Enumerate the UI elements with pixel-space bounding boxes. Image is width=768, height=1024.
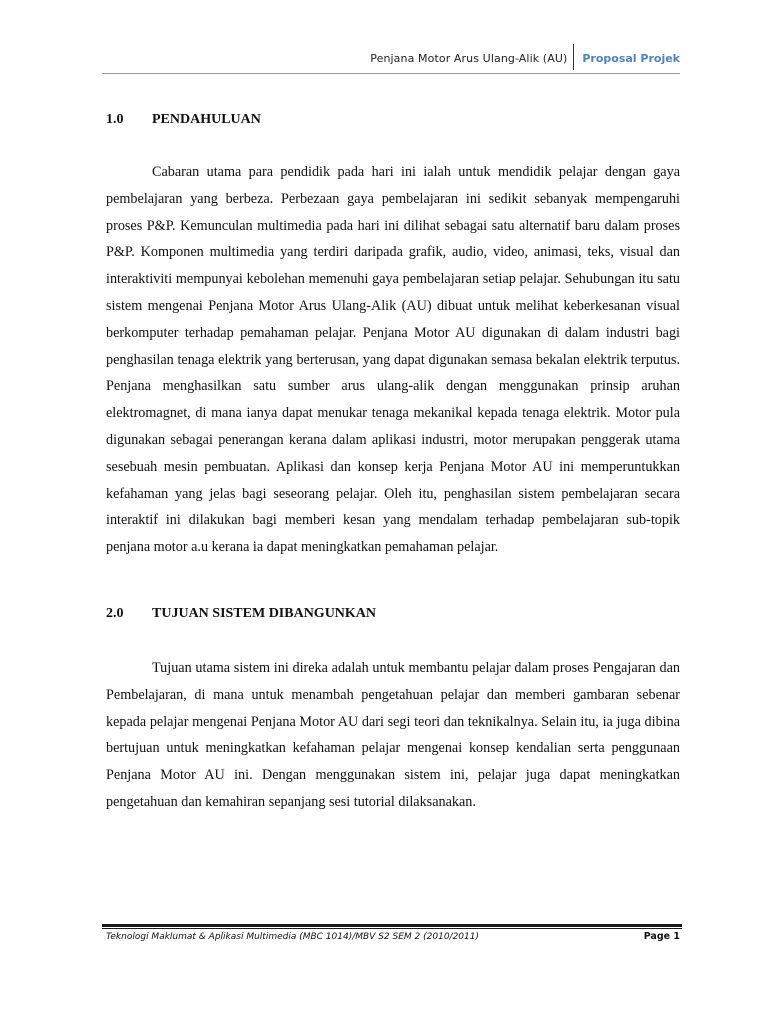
section-heading-2: [106, 602, 680, 626]
section-title: PENDAHULUAN: [152, 112, 261, 127]
page-content: [106, 108, 680, 816]
footer-page-number: Page 1: [643, 931, 680, 942]
section-heading-1: [106, 108, 680, 132]
header-document-title: Penjana Motor Arus Ulang-Alik (AU): [370, 52, 568, 65]
section-number: 1.0: [106, 112, 124, 127]
section-title: TUJUAN SISTEM DIBANGUNKAN: [152, 605, 377, 621]
footer-rule-thick: [102, 924, 682, 927]
section-paragraph-1: Cabaran utama para pendidik pada hari ini ialah untuk mendidik pelajar dengan gaya pembelajaran yang berbeza. Perbezaan gaya pembelajaran ini sedikit sebanyak mempengaruhi proses P&P. Kemunculan multimedia pada hari ini dilihat sebagai satu alternatif baru dalam proses P&P. Komponen multimedia yang terdiri daripada grafik, audio, video, animasi, teks, visual dan interaktiviti mempunyai kebolehan memenuhi gaya pembelajaran setiap pelajar. Sehubungan itu satu sistem mengenai Penjana Motor Arus Ulang-Alik (AU) dibuat untuk melihat keberkesanan visual berkomputer terhadap pemahaman pelajar. Penjana Motor AU digunakan di dalam industri bagi penghasilan tenaga elektrik yang berterusan, yang dapat digunakan semasa bekalan elektrik terputus. Penjana menghasilkan satu sumber arus ulang-alik dengan menggunakan prinsip aruhan elektromagnet, di mana ianya dapat menukar tenaga mekanikal kepada tenaga elektrik. Motor pula digunakan sebagai penerangan kerana dalam aplikasi industri, motor merupakan penggerak utama sesebuah mesin pembuatan. Aplikasi dan konsep kerja Penjana Motor AU ini memperuntukkan kefahaman yang jelas bagi seseorang pelajar. Oleh itu, penghasilan sistem pembelajaran secara interaktif ini dilakukan bagi memberi kesan yang mendalam terhadap pembelajaran sub-topik penjana motor a.u kerana ia dapat meningkatkan pemahaman pelajar.: [106, 164, 680, 556]
footer-rule-thin: [102, 928, 682, 929]
header-section-label: Proposal Projek: [582, 52, 680, 65]
page-footer: [106, 930, 680, 944]
header-rule: [102, 73, 680, 74]
page-header: [370, 48, 680, 74]
footer-course-info: Teknologi Maklumat & Aplikasi Multimedia (MBC 1014)/MBV S2 SEM 2 (2010/2011): [106, 932, 479, 942]
section-paragraph-2: Tujuan utama sistem ini direka adalah untuk membantu pelajar dalam proses Pengajaran dan Pembelajaran, di mana untuk menambah pengetahuan pelajar dan memberi gambaran sebenar kepada pelajar mengenai Penjana Motor AU dari segi teori dan teknikalnya. Selain itu, ia juga dibina bertujuan untuk meningkatkan kefahaman pelajar mengenai konsep kendalian serta penggunaan Penjana Motor AU ini. Dengan menggunakan sistem ini, pelajar juga dapat meningkatkan pengetahuan dan kemahiran sepanjang sesi tutorial dilaksanakan.: [106, 659, 680, 810]
section-number: 2.0: [106, 605, 124, 621]
